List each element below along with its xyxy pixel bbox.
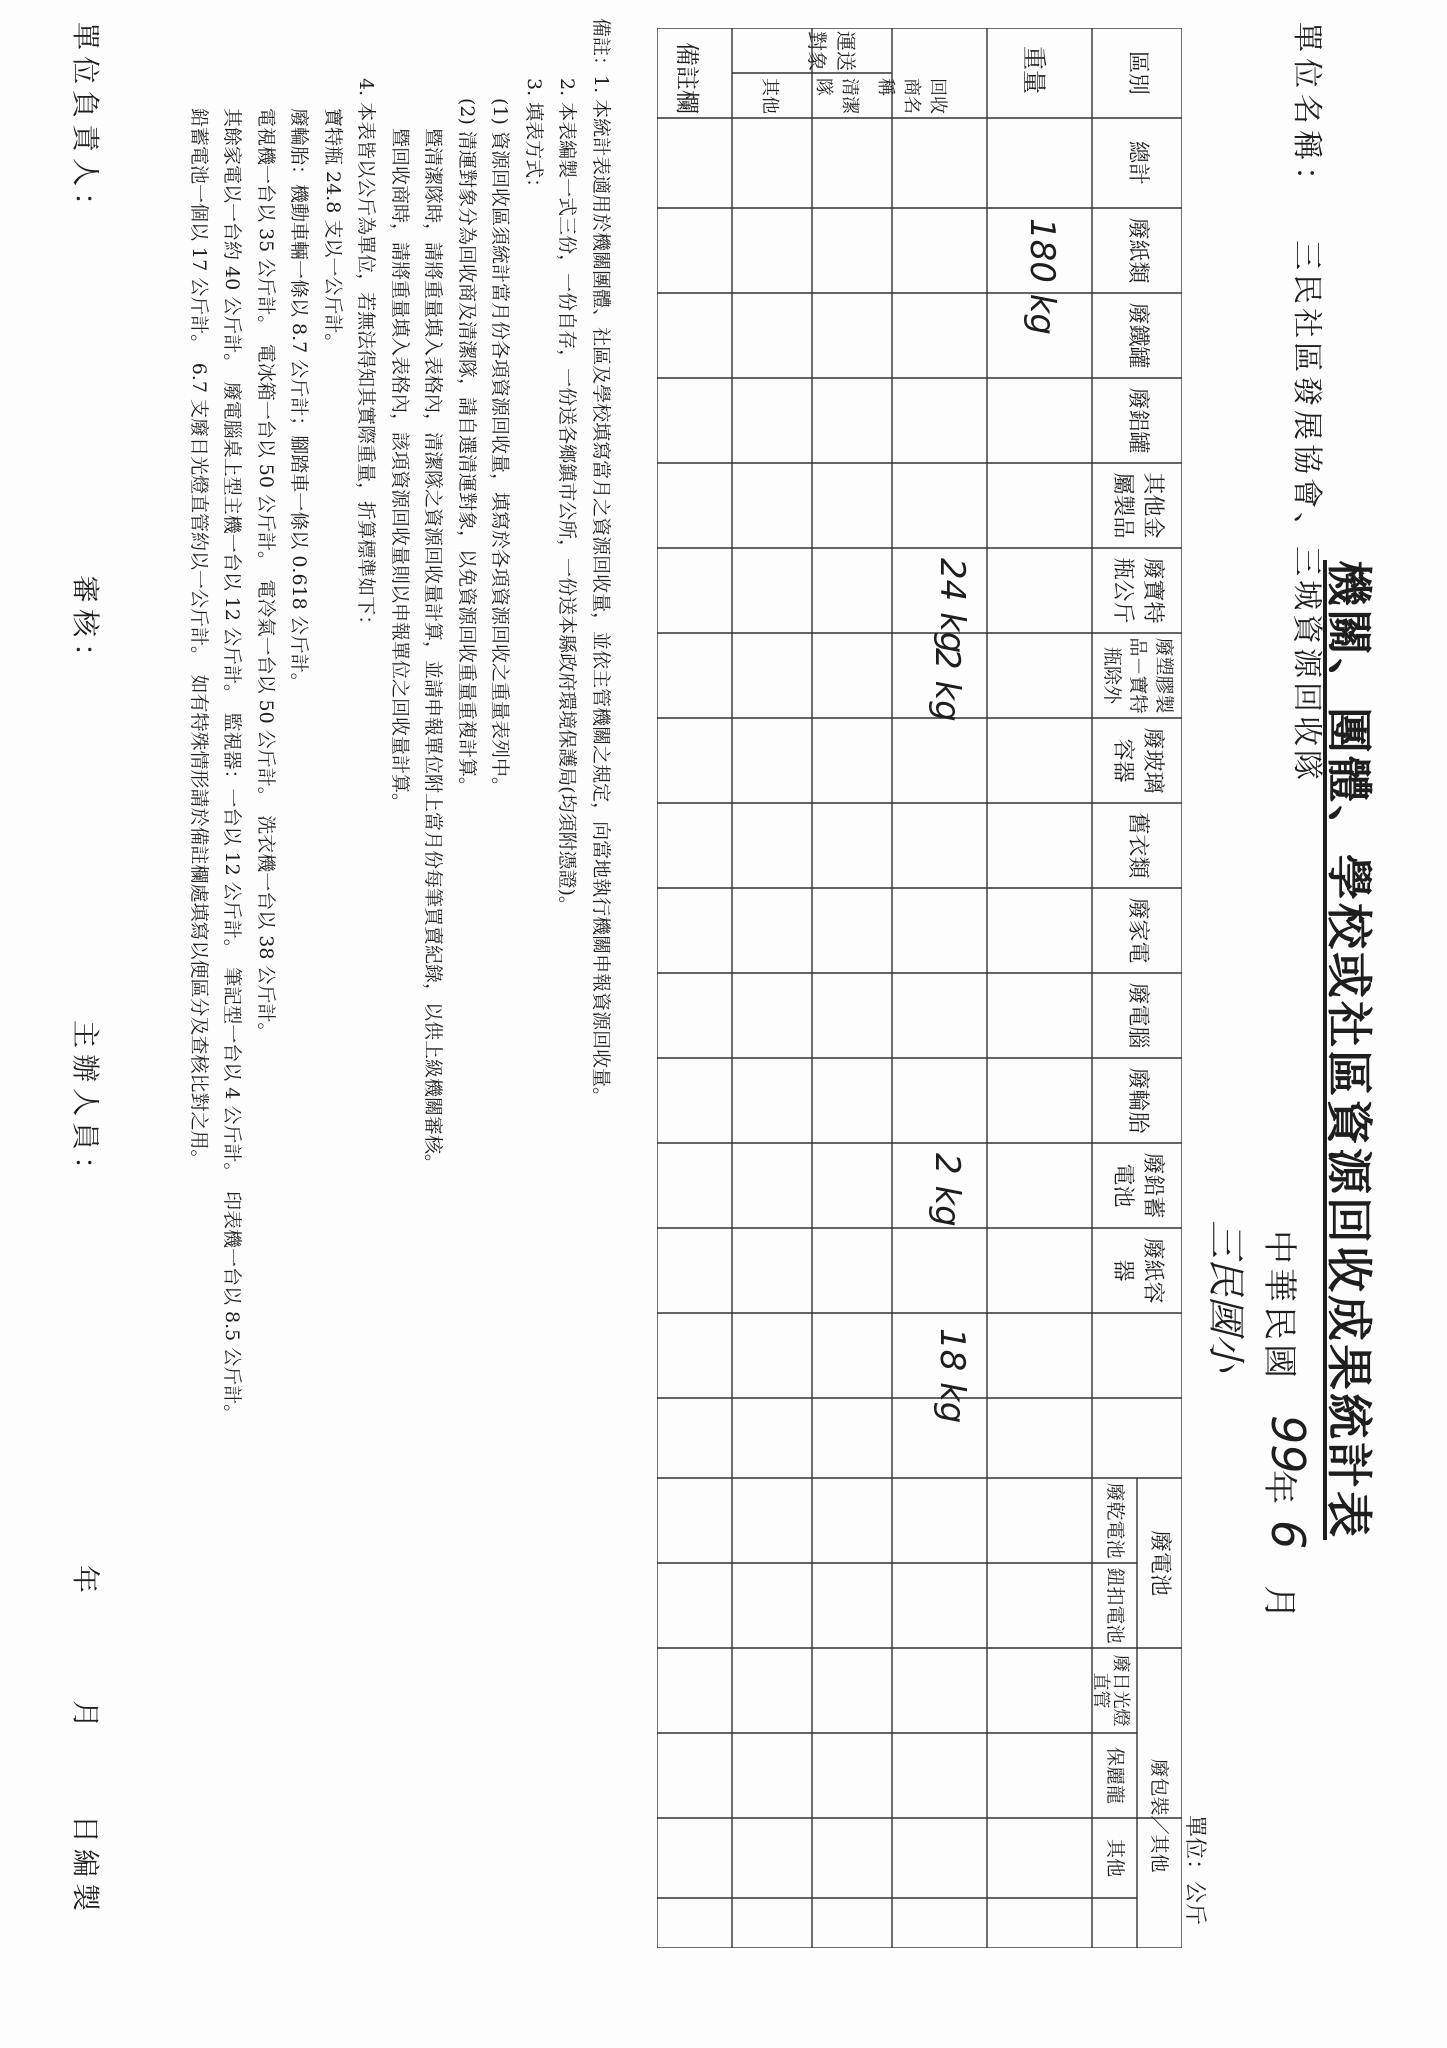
note-line: (1) 資源回收區須統計當月份各項資源回收量，填寫於各項資源回收之重量表列中。 <box>489 98 512 796</box>
col-paper-container: 廢紙容器 <box>1110 1237 1165 1304</box>
col-pet-bottle: 廢寶特瓶公斤 <box>1110 557 1165 624</box>
period-year: 99 <box>1261 1415 1315 1474</box>
col-lead-battery: 廢鉛蓄電池 <box>1110 1152 1165 1219</box>
statistics-table <box>657 28 1182 1948</box>
col-glass: 廢玻璃容器 <box>1110 727 1165 794</box>
unit-label: 單位：公斤 <box>1182 1815 1207 1926</box>
value-paper-weight: 180 kg <box>1022 218 1062 335</box>
value-lead-battery-weight: 2 kg <box>927 1153 967 1227</box>
note-line: 其餘家電以一台約 40 公斤計。 廢電腦桌上型主機一台以 12 公斤計。 監視器：一台以 12 公斤計。 筆記型一台以 4 公斤計。 印表機一台以 8.5 公斤計。 <box>221 108 244 1424</box>
note-line: 暨清潔隊時，請將重量填入表格內，清潔隊之資源回收量計算，並請申報單位附上當月份每筆買賣紀錄，以供上級機關審核。 <box>422 128 445 1174</box>
col-tire: 廢輪胎 <box>1125 1067 1150 1134</box>
row-label-recycler: 回收商名稱 <box>875 78 948 114</box>
period-month-suffix: 月 <box>1259 1585 1299 1619</box>
col-plastic: 廢塑膠製品－寶特瓶除外 <box>1101 637 1175 714</box>
handwritten-school-name: 三民國小 <box>1204 1220 1248 1373</box>
note-line: 備註：1. 本統計表適用於機關團體、社區及學校填寫當月之資源回收量，並依主管機關之規定，向當地執行機關申報資源回收量。 <box>590 18 612 1107</box>
col-appliance: 廢家電 <box>1125 897 1150 964</box>
group-battery: 廢電池 <box>1147 1529 1172 1596</box>
note-line: 廢輪胎：機動車輛一條以 8.7 公斤計；腳踏車一條以 0.618 公斤計。 <box>288 108 311 692</box>
col-other-metal: 其他金屬製品 <box>1110 472 1165 539</box>
col-aluminum-can: 廢鋁罐 <box>1125 387 1150 454</box>
col-button-battery: 鈕扣電池 <box>1104 1567 1126 1644</box>
col-iron-can: 廢鐵罐 <box>1125 302 1150 369</box>
row-label-remarks: 備註欄 <box>673 42 701 114</box>
note-line: 暨回收商時，請將重量填入表格內，該項資源回收量則以申報單位之回收量計算。 <box>389 128 411 813</box>
signature-month: 月 <box>69 1700 102 1735</box>
value-plastic-weight: 2 kg <box>927 648 967 722</box>
value-dry-battery-weight: 18 kg <box>932 1328 972 1424</box>
group-other: 廢包裝／其他 <box>1148 1758 1170 1873</box>
signature-unit-head: 單位負責人： <box>69 22 102 227</box>
signature-year: 年 <box>69 1565 102 1600</box>
note-line: 鉛蓄電池一個以 17 公斤計。 6.7 支廢日光燈直管約以一公斤計。 如有特殊情形請於備註欄處填寫以便區分及查核比對之用。 <box>188 108 210 1169</box>
col-clothing: 舊衣類 <box>1125 812 1150 879</box>
period-year-suffix: 年 <box>1259 1470 1299 1504</box>
note-line: (2) 清運對象分為回收商及清潔隊，請自選清運對象，以免資源回收重量重複計算。 <box>456 98 478 796</box>
period-prefix: 中華民國 <box>1259 1230 1299 1382</box>
notes-block <box>182 18 618 1423</box>
unit-name-label: 單位名稱： <box>1289 22 1324 202</box>
period-month: 6 <box>1261 1520 1315 1550</box>
row-label-other: 其他 <box>759 78 780 114</box>
note-line: 2. 本表編製一式三份，一份自存，一份送各鄉鎮市公所，一份送本縣政府環境保護局(均須附憑證)。 <box>556 78 579 915</box>
signature-reviewer: 審核： <box>69 575 102 678</box>
row-label-cleaning-team: 清潔隊 <box>813 78 860 114</box>
col-dry-battery: 廢乾電池 <box>1104 1482 1126 1559</box>
row-group-transport: 運送對象 <box>805 31 858 71</box>
row-label-weight: 重量 <box>1020 46 1048 94</box>
col-styrofoam: 保麗龍 <box>1104 1746 1126 1804</box>
form-title: 機關、團體、學校或社區資源回收成果統計表 <box>1322 560 1376 1540</box>
header-category: 區別 <box>1125 50 1150 95</box>
col-computer: 廢電腦 <box>1125 982 1150 1049</box>
note-line: 4. 本表皆以公斤為單位，若無法得知其實際重量，折算標準如下： <box>355 78 378 635</box>
note-line: 電視機一台以 35 公斤計。 電冰箱一台以 50 公斤計。 電冷氣一台以 50 公斤計。 洗衣機一台以 38 公斤計。 <box>255 108 277 1042</box>
col-paper: 廢紙類 <box>1125 217 1150 284</box>
value-pet-weight: 24 kg <box>932 558 972 654</box>
col-fluorescent: 廢日光燈直管 <box>1090 1654 1131 1727</box>
signature-compiled: 日編製 <box>69 1815 102 1918</box>
note-line: 寶特瓶 24.8 支以一公斤計。 <box>322 108 344 353</box>
note-line: 3. 填表方式： <box>523 78 545 198</box>
signature-handler: 主辦人員： <box>69 1020 102 1191</box>
col-other: 其他 <box>1104 1838 1126 1877</box>
col-total: 總計 <box>1125 140 1150 185</box>
unit-name-value: 三民社區發展協會、三城資源回收隊 <box>1289 240 1324 784</box>
